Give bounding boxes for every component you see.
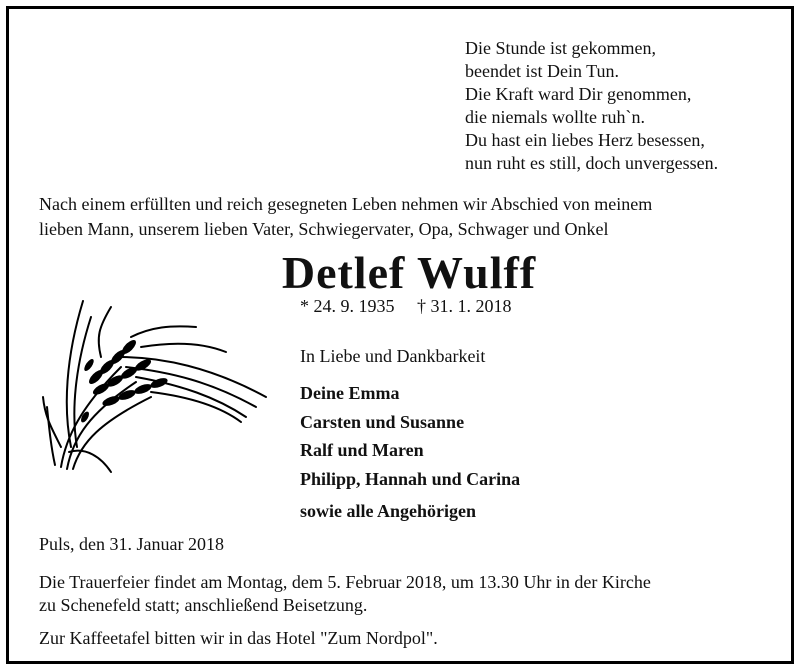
life-dates [300,296,530,317]
death-date: † 31. 1. 2018 [417,296,512,316]
mourners-closing: sowie alle Angehörigen [300,501,476,521]
funeral-info [39,571,651,617]
poem-line: beendet ist Dein Tun. [465,61,620,81]
intro-line: Nach einem erfüllten und reich gesegneten Leben nehmen wir Abschied von meinem [39,194,653,214]
mourner-name: Ralf und Maren [300,440,424,460]
funeral-line: Die Trauerfeier findet am Montag, dem 5. Februar 2018, um 13.30 Uhr in der Kirche [39,572,651,592]
birth-date: * 24. 9. 1935 [300,296,395,316]
wheat-icon [41,297,271,492]
poem-line: Die Kraft ward Dir genommen, [465,84,692,104]
obituary-notice [6,6,794,664]
mourners-list [300,379,520,526]
poem-line: Die Stunde ist gekommen, [465,38,656,58]
coffee-info: Zur Kaffeetafel bitten wir in das Hotel "Zum Nordpol". [39,628,438,648]
poem-line: nun ruht es still, doch unvergessen. [465,153,719,173]
intro-line: lieben Mann, unserem lieben Vater, Schwiegervater, Opa, Schwager und Onkel [39,219,609,239]
mourner-name: Deine Emma [300,383,400,403]
intro-text [39,192,652,242]
funeral-line: zu Schenefeld statt; anschließend Beisetzung. [39,595,368,615]
mourner-name: Philipp, Hannah und Carina [300,468,521,489]
mourner-name: Carsten und Susanne [300,411,465,432]
place-date: Puls, den 31. Januar 2018 [39,534,224,554]
poem-line: Du hast ein liebes Herz besessen, [465,130,705,150]
mourners-intro: In Liebe und Dankbarkeit [300,346,486,366]
poem-line: die niemals wollte ruh`n. [465,107,645,127]
poem [465,37,718,175]
deceased-name: Detlef Wulff [281,247,537,298]
